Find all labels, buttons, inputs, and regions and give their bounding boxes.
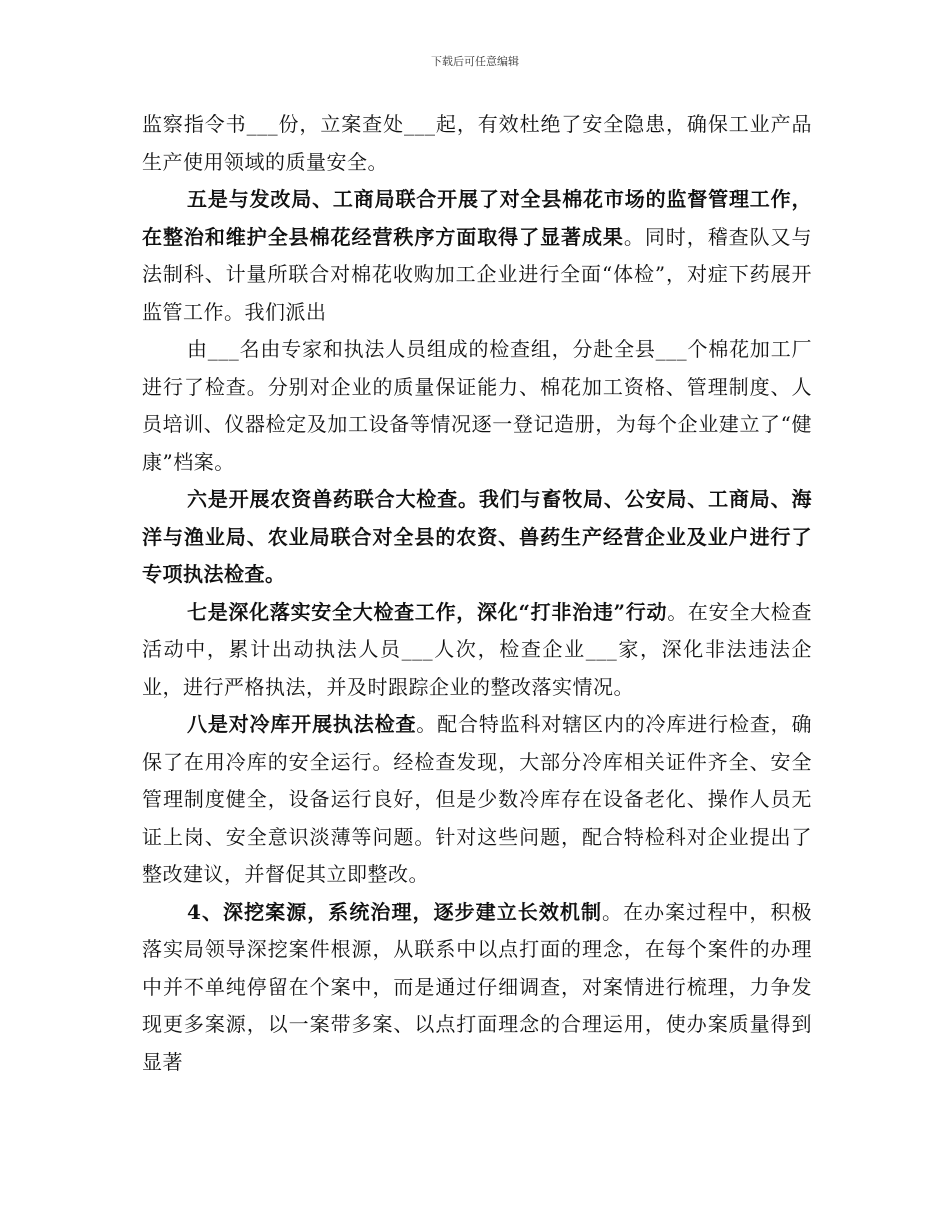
- paragraph-7-lead: 4、深挖案源，系统治理，逐步建立长效机制: [187, 899, 603, 924]
- paragraph-7-text: 。在办案过程中，积极落实局领导深挖案件根源，从联系中以点打面的理念，在每个案件的办理中并不单纯停留在个案中，而是通过仔细调查，对案情进行梳理，力争发现更多案源，以一案带多案、以点打面理念的合理运用，使办案质量得到显著: [142, 899, 813, 1074]
- paragraph-6-text: 。配合特监科对辖区内的冷库进行检查，确保了在用冷库的安全运行。经检查发现，大部分冷库相关证件齐全、安全管理制度健全，设备运行良好，但是少数冷库存在设备老化、操作人员无证上岗、安全意识淡薄等问题。针对这些问题，配合特检科对企业提出了整改建议，并督促其立即整改。: [142, 712, 813, 886]
- paragraph-6: [142, 706, 812, 894]
- paragraph-1: [142, 106, 812, 181]
- paragraph-5-text: 。在安全大检查活动中，累计出动执法人员___人次，检查企业___家，深化非法违法企业，进行严格执法，并及时跟踪企业的整改落实情况。: [142, 599, 813, 699]
- paragraph-4-lead: 六是开展农资兽药联合大检查。我们与畜牧局、公安局、工商局、海洋与渔业局、农业局联合对全县的农资、兽药生产经营企业及业户进行了专项执法检查。: [142, 487, 812, 586]
- paragraph-5: [142, 594, 812, 707]
- paragraph-5-lead: 七是深化落实安全大检查工作，深化“打非治违”行动: [187, 599, 668, 624]
- paragraph-3: [142, 331, 812, 481]
- paragraph-4: [142, 481, 812, 594]
- document-body: [142, 106, 812, 1081]
- paragraph-2: [142, 181, 812, 331]
- paragraph-2-text: 。同时，稽查队又与法制科、计量所联合对棉花收购加工企业进行全面“体检”，对症下药展开监管工作。我们派出: [142, 224, 813, 324]
- paragraph-2-lead: 五是与发改局、工商局联合开展了对全县棉花市场的监督管理工作，在整治和维护全县棉花经营秩序方面取得了显著成果: [142, 187, 812, 249]
- paragraph-3-text: 由___名由专家和执法人员组成的检查组，分赴全县___个棉花加工厂进行了检查。分别对企业的质量保证能力、棉花加工资格、管理制度、人员培训、仪器检定及加工设备等情况逐一登记造册，为每个企业建立了“健康”档案。: [142, 337, 812, 474]
- page-header-note: 下载后可任意编辑: [431, 55, 519, 68]
- paragraph-7: [142, 894, 812, 1082]
- paragraph-6-lead: 八是对冷库开展执法检查: [187, 712, 417, 736]
- paragraph-1-text: 监察指令书___份，立案查处___起，有效杜绝了安全隐患，确保工业产品生产使用领域的质量安全。: [142, 112, 812, 174]
